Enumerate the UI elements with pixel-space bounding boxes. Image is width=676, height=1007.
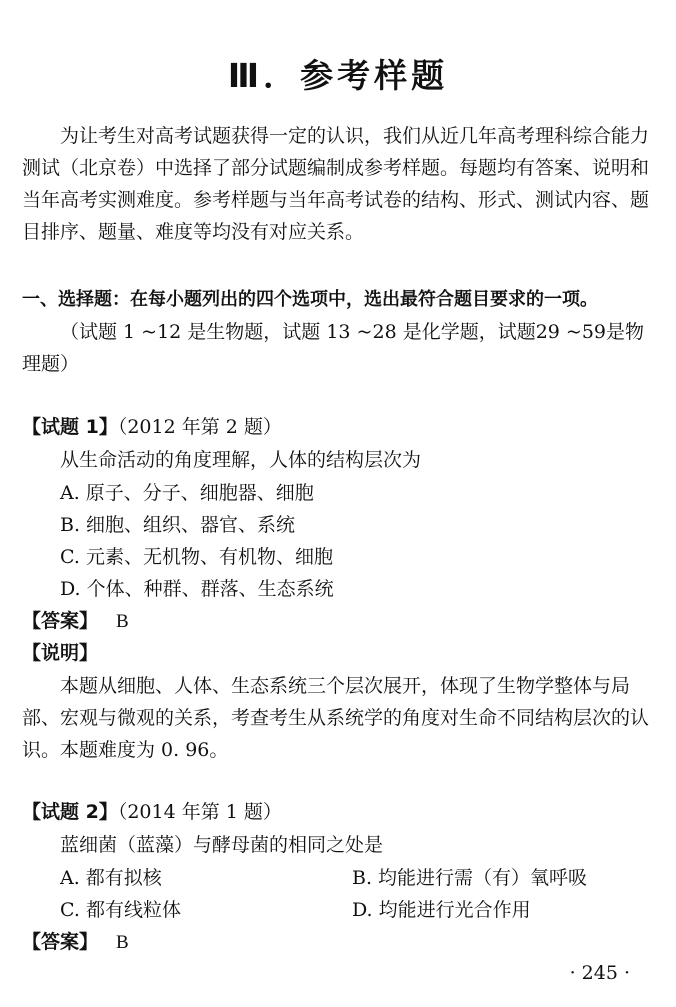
question-2-label: 【试题 2】: [22, 801, 118, 823]
question-1-option-d: D. 个体、种群、群落、生态系统: [60, 578, 334, 600]
question-1-explanation: 本题从细胞、人体、生态系统三个层次展开，体现了生物学整体与局部、宏观与微观的关系，考查考生从系统学的角度对生命不同结构层次的认识。本题难度为 0. 96。: [22, 675, 650, 761]
question-2-option-b: B. 均能进行需（有）氧呼吸: [352, 867, 588, 889]
section-heading: 一、选择题：在每小题列出的四个选项中，选出最符合题目要求的一项。: [22, 289, 598, 310]
question-1-option-a: A. 原子、分子、细胞器、细胞: [60, 482, 314, 504]
question-1-answer-label: 【答案】: [22, 610, 99, 632]
question-1-source: （2012 年第 2 题）: [117, 416, 282, 438]
question-1-answer-value: B: [116, 611, 129, 632]
question-2-answer: [22, 927, 129, 958]
question-1-header: [22, 412, 282, 442]
question-2-option-a: A. 都有拟核: [60, 867, 162, 889]
page-title: Ⅲ．参考样题: [227, 56, 449, 95]
question-2-answer-label: 【答案】: [22, 931, 99, 953]
question-1-answer: [22, 606, 129, 637]
intro-paragraph: 为让考生对高考试题获得一定的认识，我们从近几年高考理科综合能力测试（北京卷）中选择了部分试题编制成参考样题。每题均有答案、说明和当年高考实测难度。参考样题与当年高考试卷的结构、形式、测试内容、题目排序、题量、难度等均没有对应关系。: [22, 125, 650, 243]
question-1-explain-label: 【说明】: [22, 642, 99, 664]
page-number: · 245 ·: [569, 962, 630, 984]
question-2-header: [22, 797, 282, 827]
section-note: （试题 1 ~12 是生物题，试题 13 ~28 是化学题，试题29 ~59是物理题）: [22, 321, 645, 375]
question-1-option-c: C. 元素、无机物、有机物、细胞: [60, 546, 333, 568]
question-2-option-c: C. 都有线粒体: [60, 899, 181, 921]
question-2-stem: 蓝细菌（蓝藻）与酵母菌的相同之处是: [60, 834, 384, 856]
question-2-answer-value: B: [116, 932, 129, 953]
question-1-option-b: B. 细胞、组织、器官、系统: [60, 514, 296, 536]
question-1-stem: 从生命活动的角度理解，人体的结构层次为: [60, 449, 422, 471]
question-2-option-d: D. 均能进行光合作用: [352, 899, 531, 921]
question-2-source: （2014 年第 1 题）: [117, 801, 282, 823]
question-1-label: 【试题 1】: [22, 416, 118, 438]
